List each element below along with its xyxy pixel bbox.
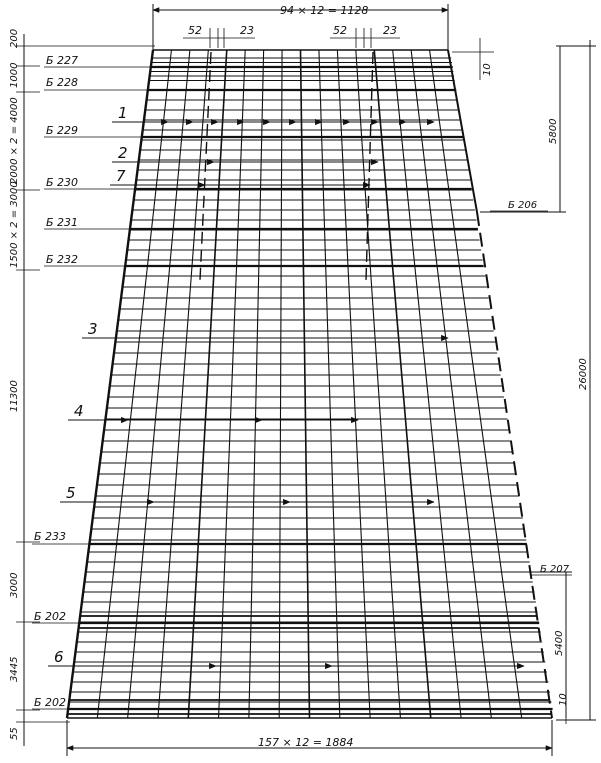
beam-label-b202-lower: Б 202 (34, 696, 67, 709)
beam-label-b228: Б 228 (46, 76, 79, 89)
left-dim-3445: 3445 (9, 656, 20, 682)
left-dim-4000: 2000 × 2 = 4000 (9, 97, 20, 184)
top-offset-52-right: 52 (333, 24, 347, 37)
beam-label-b230: Б 230 (46, 176, 79, 189)
beam-label-b207: Б 207 (540, 564, 570, 575)
beam-label-b233: Б 233 (34, 530, 67, 543)
left-dim-3000b: 3000 (9, 572, 20, 598)
marker-7: 7 (116, 167, 126, 185)
bottom-width-label: 157 × 12 = 1884 (258, 736, 354, 749)
top-offset-23-left: 23 (240, 24, 254, 37)
beam-label-b232: Б 232 (46, 253, 79, 266)
marker-1: 1 (118, 104, 128, 122)
top-width-label: 94 × 12 = 1128 (280, 4, 369, 17)
left-dim-200: 200 (9, 28, 20, 48)
marker-6: 6 (54, 648, 64, 666)
marker-4: 4 (74, 402, 84, 420)
beam-label-b231: Б 231 (46, 216, 79, 229)
right-dim-10-top: 10 (482, 63, 493, 76)
right-dim-26000: 26000 (578, 358, 589, 390)
right-dim-10-bottom: 10 (558, 693, 569, 706)
top-offset-23-right: 23 (383, 24, 397, 37)
right-dimension-group (452, 38, 596, 724)
left-dim-55: 55 (9, 727, 20, 740)
right-dim-5400: 5400 (554, 630, 565, 656)
right-dim-5800: 5800 (548, 118, 559, 144)
left-dim-11300: 11300 (9, 380, 20, 412)
left-dim-1000: 1000 (9, 62, 20, 88)
bottom-dimension-group (67, 720, 552, 756)
left-dimension-chain (9, 29, 155, 746)
marker-5: 5 (66, 484, 76, 502)
beam-label-b206: Б 206 (508, 200, 538, 211)
opening-line (366, 52, 373, 280)
marker-2: 2 (118, 144, 128, 162)
beam-label-b227: Б 227 (46, 54, 79, 67)
top-offset-52-left: 52 (188, 24, 202, 37)
left-dim-3000a: 1500 × 2 = 3000 (9, 181, 20, 268)
beam-labels-left (32, 54, 152, 709)
marker-3: 3 (88, 320, 98, 338)
beam-label-b202-upper: Б 202 (34, 610, 67, 623)
beam-label-b229: Б 229 (46, 124, 79, 137)
top-dimension-group (153, 4, 448, 52)
